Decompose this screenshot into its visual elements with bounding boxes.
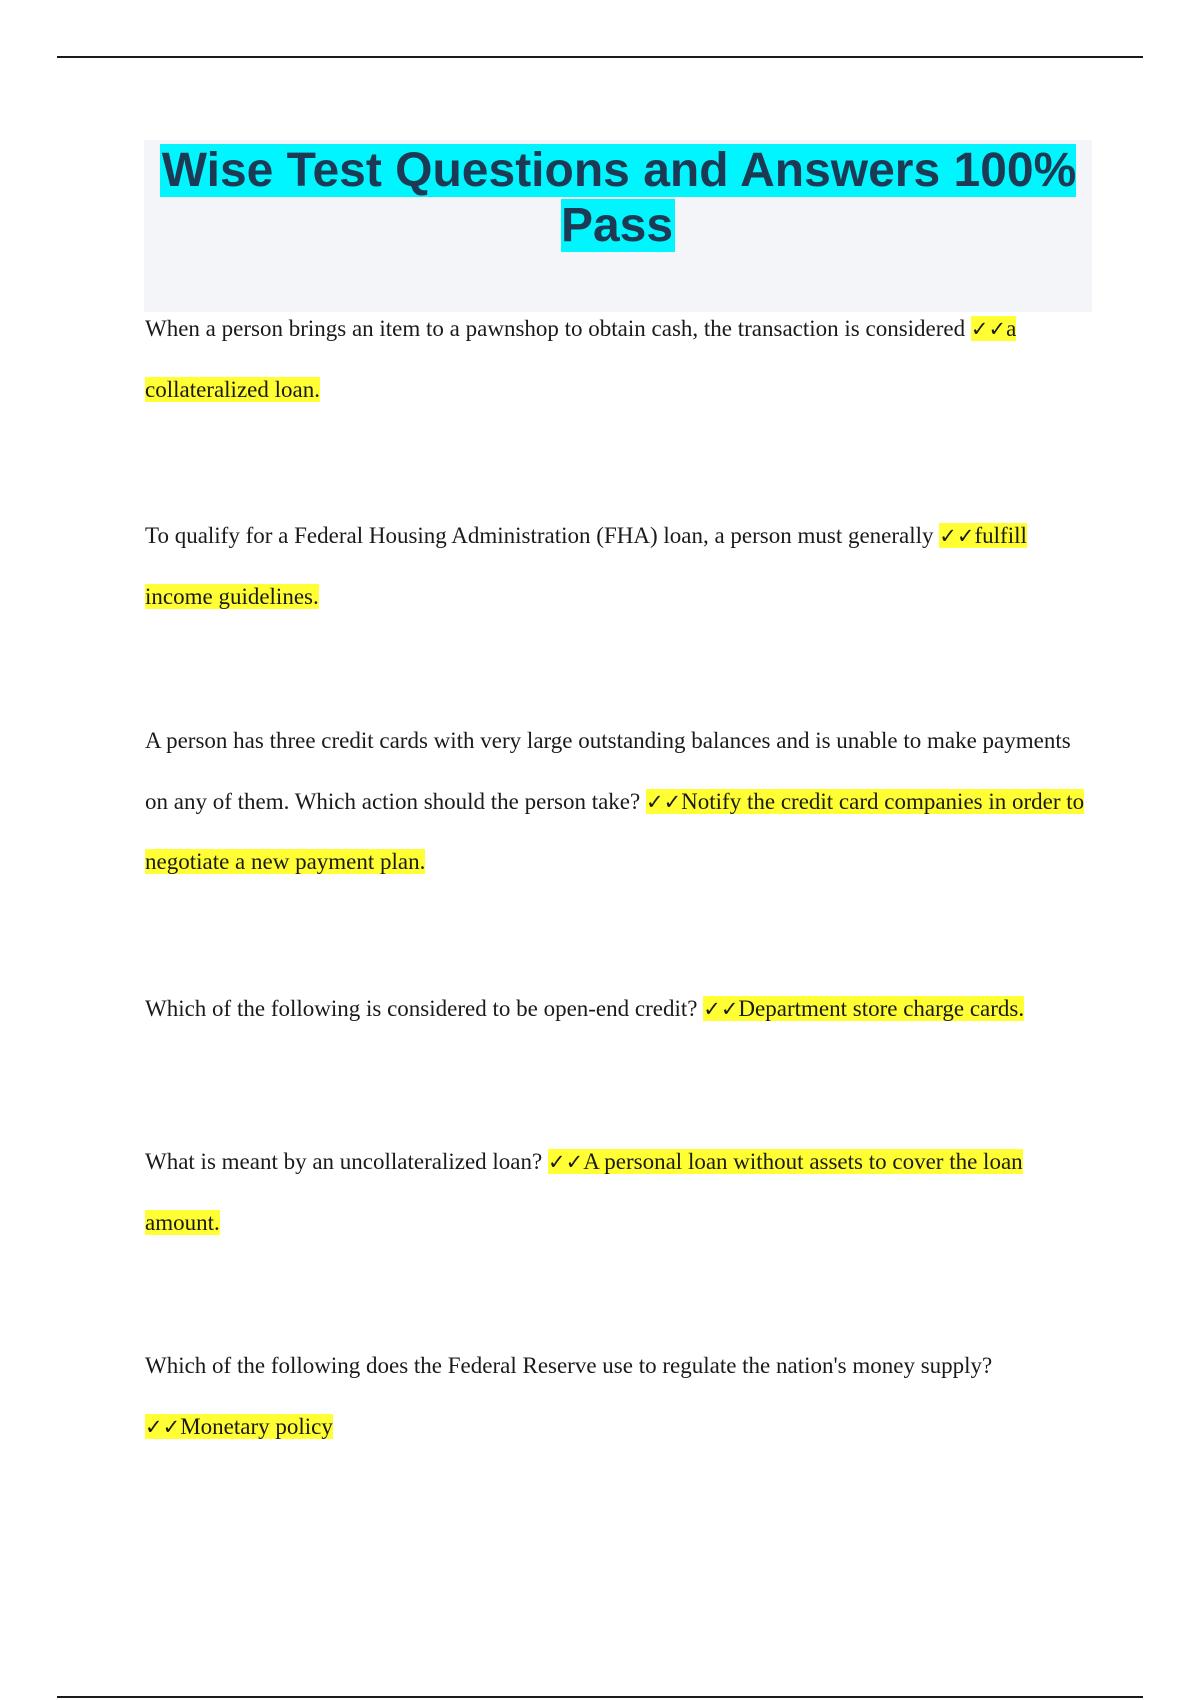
double-check-icon: ✓✓ [547, 1150, 584, 1174]
question-text: A person has three credit cards with very large outstanding balances and is unable to make payments on any of them. Which action should the person take? [145, 728, 1071, 814]
answer-text: Monetary policy [180, 1413, 333, 1439]
answer-text: Department store charge cards. [738, 996, 1025, 1021]
top-rule [57, 56, 1143, 58]
answer-text: Notify the credit card companies in order to negotiate a new payment plan. [145, 788, 1085, 874]
page-title-text: Wise Test Questions and Answers 100% Pass [161, 144, 1077, 252]
qa-item-4 [145, 979, 1085, 1040]
qa-item-6 [145, 1336, 1085, 1457]
double-check-icon: ✓✓ [145, 1414, 181, 1439]
double-check-icon: ✓✓ [645, 789, 682, 814]
question-text: When a person brings an item to a pawnshop to obtain cash, the transaction is considered [145, 316, 971, 341]
bottom-rule [57, 1696, 1143, 1698]
qa-item-2 [145, 506, 1085, 627]
question-text: Which of the following is considered to be open-end credit? [145, 996, 704, 1021]
answer-highlight [145, 1414, 333, 1439]
double-check-icon: ✓✓ [703, 997, 739, 1021]
double-check-icon: ✓✓ [970, 317, 1007, 341]
answer-text: fulfill income guidelines. [145, 523, 1027, 609]
page-title [144, 143, 1092, 253]
question-text: What is meant by an uncollateralized loan? [145, 1149, 548, 1174]
answer-text: A personal loan without assets to cover the loan amount. [145, 1149, 1023, 1235]
qa-item-3 [145, 711, 1085, 893]
qa-item-1 [145, 299, 1085, 420]
double-check-icon: ✓✓ [939, 524, 975, 548]
question-text: Which of the following does the Federal Reserve use to regulate the nation's money supply? [145, 1353, 993, 1378]
qa-item-5 [145, 1132, 1085, 1253]
answer-highlight [703, 996, 1024, 1021]
question-text: To qualify for a Federal Housing Administration (FHA) loan, a person must generally [145, 523, 940, 548]
answer-text: a collateralized loan. [145, 316, 1017, 402]
